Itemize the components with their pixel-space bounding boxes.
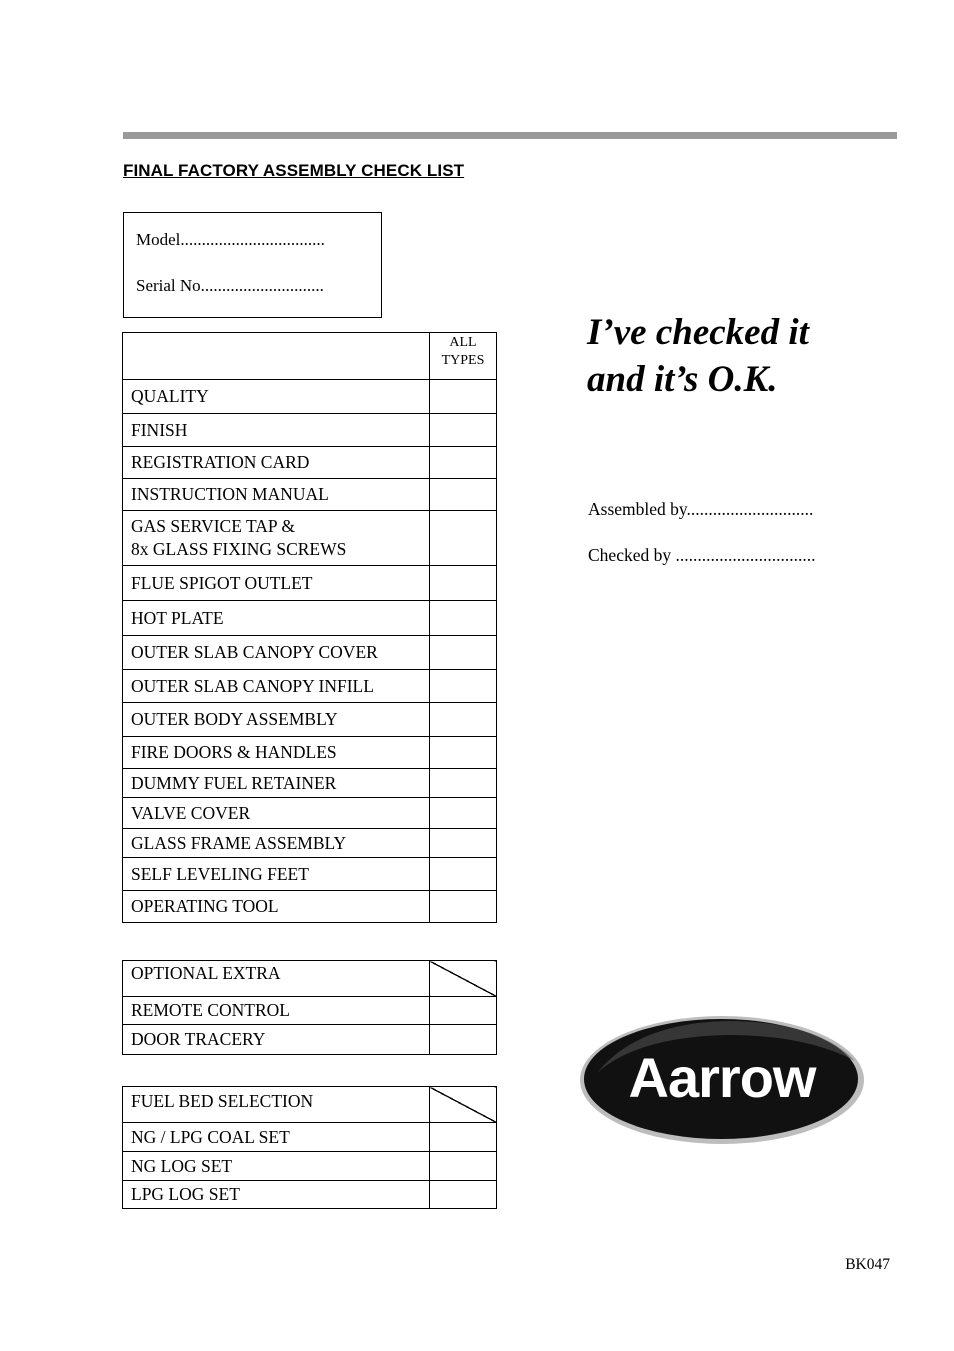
check-box-cell[interactable] bbox=[430, 1025, 497, 1055]
check-item-label bbox=[123, 511, 430, 566]
table-row bbox=[123, 858, 497, 891]
check-item-text: FIRE DOORS & HANDLES bbox=[131, 742, 337, 762]
model-field: Model.................................. bbox=[136, 230, 325, 249]
option-label: LPG LOG SET bbox=[123, 1181, 430, 1209]
check-box-cell[interactable] bbox=[430, 997, 497, 1025]
table-row bbox=[123, 566, 497, 601]
table-row bbox=[123, 737, 497, 769]
check-box-cell[interactable] bbox=[430, 566, 497, 601]
option-label: DOOR TRACERY bbox=[123, 1025, 430, 1055]
check-item-text: OPERATING TOOL bbox=[131, 896, 279, 916]
option-label: NG LOG SET bbox=[123, 1152, 430, 1181]
table-row bbox=[123, 829, 497, 858]
check-item-text: INSTRUCTION MANUAL bbox=[131, 484, 329, 504]
table-row bbox=[123, 601, 497, 636]
check-item-label bbox=[123, 479, 430, 511]
check-box-cell[interactable] bbox=[430, 737, 497, 769]
table-row bbox=[123, 1152, 497, 1181]
check-item-text: OUTER SLAB CANOPY INFILL bbox=[131, 675, 374, 696]
check-item-label bbox=[123, 670, 430, 703]
table-row bbox=[123, 447, 497, 479]
table-row bbox=[123, 798, 497, 829]
slogan-line-2: and it’s O.K. bbox=[587, 359, 778, 400]
optional-header-slash-cell bbox=[430, 961, 497, 997]
check-item-text: REGISTRATION CARD bbox=[131, 452, 310, 472]
check-box-cell[interactable] bbox=[430, 829, 497, 858]
table-row bbox=[123, 636, 497, 670]
fuel-header-row bbox=[123, 1087, 497, 1123]
check-item-label bbox=[123, 636, 430, 670]
table-row bbox=[123, 380, 497, 414]
check-item-text: FINISH bbox=[131, 419, 188, 440]
model-serial-box bbox=[123, 212, 382, 318]
document-code: BK047 bbox=[845, 1256, 890, 1273]
check-box-cell[interactable] bbox=[430, 1181, 497, 1209]
table-row bbox=[123, 479, 497, 511]
table-row bbox=[123, 670, 497, 703]
check-item-label bbox=[123, 601, 430, 636]
check-box-cell[interactable] bbox=[430, 858, 497, 891]
check-item-text: OUTER SLAB CANOPY COVER bbox=[131, 642, 378, 662]
table-row bbox=[123, 769, 497, 798]
check-box-cell[interactable] bbox=[430, 479, 497, 511]
check-box-cell[interactable] bbox=[430, 670, 497, 703]
check-box-cell[interactable] bbox=[430, 380, 497, 414]
table-row bbox=[123, 1025, 497, 1055]
assembled-by-field: Assembled by............................. bbox=[588, 499, 814, 519]
check-item-label bbox=[123, 858, 430, 891]
check-box-cell[interactable] bbox=[430, 1152, 497, 1181]
check-item-label bbox=[123, 414, 430, 447]
option-label: REMOTE CONTROL bbox=[123, 997, 430, 1025]
check-item-label bbox=[123, 769, 430, 798]
check-item-label bbox=[123, 737, 430, 769]
header-blank-cell bbox=[123, 333, 430, 380]
fuel-header-label: FUEL BED SELECTION bbox=[123, 1087, 430, 1123]
table-row bbox=[123, 703, 497, 737]
check-box-cell[interactable] bbox=[430, 1123, 497, 1152]
table-row bbox=[123, 891, 497, 923]
checked-by-field: Checked by ................................ bbox=[588, 545, 816, 565]
check-item-label bbox=[123, 798, 430, 829]
check-item-text: FLUE SPIGOT OUTLET bbox=[131, 572, 313, 593]
page-title: FINAL FACTORY ASSEMBLY CHECK LIST bbox=[123, 161, 465, 180]
table-row bbox=[123, 414, 497, 447]
check-box-cell[interactable] bbox=[430, 511, 497, 566]
check-box-cell[interactable] bbox=[430, 447, 497, 479]
fuel-bed-table bbox=[122, 1086, 497, 1209]
option-label: NG / LPG COAL SET bbox=[123, 1123, 430, 1152]
fuel-header-slash-cell bbox=[430, 1087, 497, 1123]
all-types-header: ALL TYPES bbox=[430, 333, 497, 380]
check-item-label bbox=[123, 891, 430, 923]
check-item-text: 8x GLASS FIXING SCREWS bbox=[131, 539, 347, 559]
check-item-text: QUALITY bbox=[131, 386, 209, 406]
serial-field: Serial No............................. bbox=[136, 276, 324, 295]
check-box-cell[interactable] bbox=[430, 769, 497, 798]
check-box-cell[interactable] bbox=[430, 798, 497, 829]
main-check-table bbox=[122, 332, 497, 923]
check-item-text: HOT PLATE bbox=[131, 607, 224, 628]
table-row bbox=[123, 1181, 497, 1209]
table-header-row bbox=[123, 333, 497, 380]
aarrow-logo bbox=[577, 1013, 867, 1147]
optional-header-row bbox=[123, 961, 497, 997]
check-item-text: DUMMY FUEL RETAINER bbox=[131, 772, 337, 793]
slogan-line-1: I’ve checked it bbox=[587, 312, 809, 353]
slogan bbox=[587, 309, 809, 403]
check-box-cell[interactable] bbox=[430, 703, 497, 737]
table-row bbox=[123, 511, 497, 566]
table-row bbox=[123, 997, 497, 1025]
check-item-label bbox=[123, 447, 430, 479]
check-item-text: OUTER BODY ASSEMBLY bbox=[131, 709, 338, 729]
check-item-label bbox=[123, 566, 430, 601]
table-row bbox=[123, 1123, 497, 1152]
check-item-text: SELF LEVELING FEET bbox=[131, 863, 309, 884]
check-item-label bbox=[123, 703, 430, 737]
check-box-cell[interactable] bbox=[430, 636, 497, 670]
check-item-text: VALVE COVER bbox=[131, 802, 251, 823]
top-rule bbox=[123, 132, 897, 139]
optional-header-label: OPTIONAL EXTRA bbox=[123, 961, 430, 997]
check-box-cell[interactable] bbox=[430, 414, 497, 447]
check-box-cell[interactable] bbox=[430, 601, 497, 636]
check-item-label bbox=[123, 380, 430, 414]
check-box-cell[interactable] bbox=[430, 891, 497, 923]
logo-wordmark: Aarrow bbox=[628, 1046, 816, 1109]
check-item-label bbox=[123, 829, 430, 858]
check-item-text: GLASS FRAME ASSEMBLY bbox=[131, 832, 347, 853]
check-item-text: GAS SERVICE TAP & bbox=[131, 516, 295, 536]
optional-extra-table bbox=[122, 960, 497, 1055]
